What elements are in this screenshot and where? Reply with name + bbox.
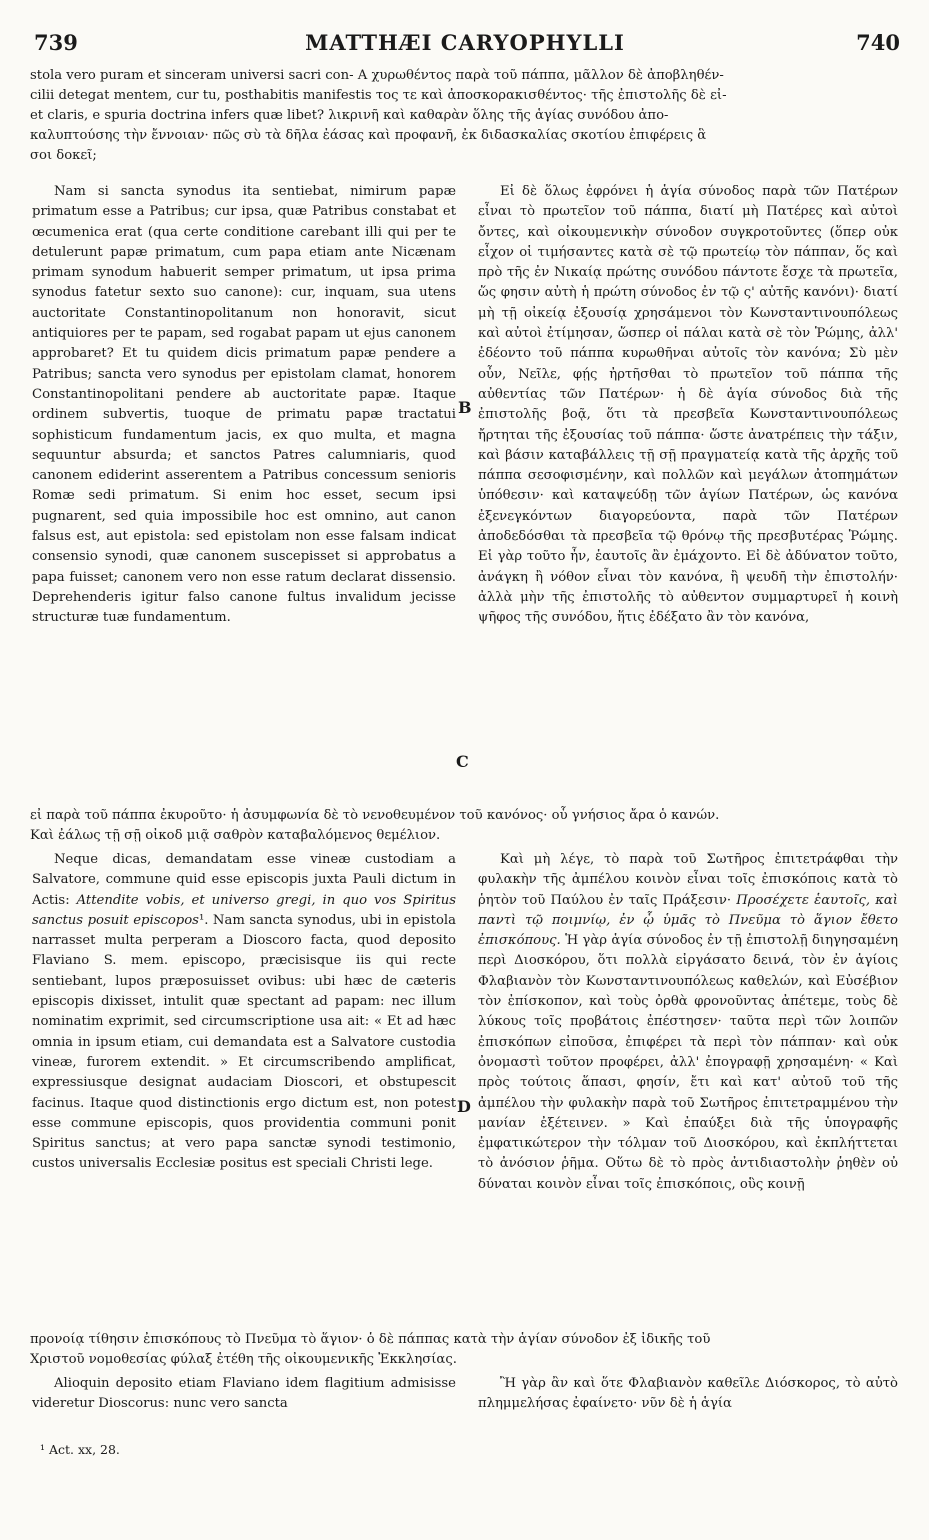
latin-paragraph: Nam si sancta synodus ita sentiebat, nimirum papæ primatum esse a Patribus; cur ipsa, quæ Patribus constabat et œcumenica erat (qua certe conditione carebant illi qui per te detulerunt papæ primatum, cum papa etiam ante Nicænam primam synodum habuerit semper primatum, ut ipsa prima synodus fatetur sexto suo canone): cur, inquam, sua utens auctoritate Constantinopolitanum non honoravit, sicut antiquiores per te papam, sed rogabat papam ut ejus canonem approbaret? Et tu quidem dicis primatum papæ pendere a Patribus; sancta vero synodus per epistolam clamat, honorem Constantinopolitani pendere ab auctoritate papæ. Itaque ordinem subvertis, tuoque de primatu papæ tractatui sophisticum fundamentum jacis, ex quo multa, et magna sequuntur absurda; et sanctos Patres calumniaris, quod canonem ediderint asserentem a Patribus concessum senioris Romæ sedi primatum. Si enim hoc esset, secum ipsi pugnarent, sed quia impossibile hoc est omnino, aut canon falsus est, aut epistola: sed epistolam non esse falsam indicat consensio synodi, quæ canonem suscepisset si approbatus a papa fuisset; canonem vero non esse ratum declarat dissensio. Deprehenderis igitur falso canone fultus invalidum jecisse structuræ tuæ fundamentum.	[32, 184, 456, 626]
greek-column-2	[478, 850, 898, 1195]
margin-letter-c: C	[456, 752, 469, 771]
greek-paragraph: Ἢ γὰρ ἂν καὶ ὅτε Φλαβιανὸν καθεῖλε Διόσκορος, τὸ αὐτὸ πλημμελήσας ἐφαίνετο· νῦν δὲ ἡ ἁγία	[478, 1376, 898, 1412]
greek-paragraph: Εἰ δὲ ὅλως ἐφρόνει ἡ ἁγία σύνοδος παρὰ τῶν Πατέρων εἶναι τὸ πρωτεῖον τοῦ πάππα, διατί μὴ Πατέρες καὶ αὐτοὶ ὄντες, καὶ οἰκουμενικὴν σύνοδον συγκροτοῦντες (ὅπερ οὐκ εἶχον οἱ τιμήσαντες κατὰ σὲ τῷ πρωτείῳ τὸν πάππαν, ὅς καὶ πρὸ τῆς ἐν Νικαίᾳ πρώτης συνόδου πάντοτε ἔσχε τὰ πρωτεῖα, ὥς φησιν αὐτὴ ἡ πρώτη σύνοδος ἐν τῷ ς' αὐτῆς κανόνι)· διατί μὴ τῇ οἰκείᾳ ἐξουσίᾳ χρησάμενοι τὸν Κωνσταντινουπόλεως καὶ αὐτοὶ ἐτίμησαν, ὥσπερ οἱ πάλαι κατὰ σὲ τὸν Ῥώμης, ἀλλ' ἐδέοντο τοῦ πάππα κυρωθῆναι αὐτοῖς τὸν κανόνα; Σὺ μὲν οὖν, Νεῖλε, φῄς ἠρτῆσθαι τὸ πρωτεῖον τοῦ πάππα τῆς αὐθεντίας τῶν Πατέρων· ἡ δὲ ἁγία σύνοδος διὰ τῆς ἐπιστολῆς βοᾷ, ὅτι τὰ πρεσβεῖα Κωνσταντινουπόλεως ἤρτηται τῆς ἐξουσίας τοῦ πάππα· ὥστε ἀνατρέπεις τὴν τάξιν, καὶ βάσιν καταβάλλεις τῇ σῇ πραγματείᾳ κατὰ τῆς ἀρχῆς τοῦ πάππα σεσοφισμένην, καὶ πολλῶν καὶ μεγάλων ἀτοπημάτων ὑπόθεσιν· καὶ καταψεύδῃ τῶν ἁγίων Πατέρων, ὡς κανόνα ἐξενεγκόντων διαγορεύοντα, παρὰ τῶν Πατέρων ἀποδεδόσθαι τὰ πρεσβεῖα τῷ θρόνῳ τῆς πρεσβυτέρας Ῥώμης. Εἰ γὰρ τοῦτο ἦν, ἑαυτοῖς ἂν ἐμάχοντο. Εἰ δὲ ἀδύνατον τοῦτο, ἀνάγκη ἢ νόθον εἶναι τὸν κανόνα, ἢ ψευδῆ τὴν ἐπιστολήν· ἀλλὰ μὴν τῆς ἐπιστολῆς τὸ αὐθεντον συμμαρτυρεῖ ἡ κοινὴ ψῆφος τῆς συνόδου, ἥτις ἐδέξατο ἂν τὸν κανόνα,	[478, 184, 898, 626]
text-line: καλυπτούσης τὴν ἔννοιαν· πῶς σὺ τὰ δῆλα ἐάσας καὶ προφανῆ, ἐκ διδασκαλίας σκοτίου ἐπιφέρεις ἃ	[30, 128, 707, 143]
text-line: Χριστοῦ νομοθεσίας φύλαξ ἐτέθη τῆς οἰκουμενικῆς Ἐκκλησίας.	[30, 1352, 457, 1367]
page-header	[30, 30, 900, 62]
text-line: προνοίᾳ τίθησιν ἐπισκόπους τὸ Πνεῦμα τὸ ἅγιον· ὁ δὲ πάππας κατὰ τὴν ἁγίαν σύνοδον ἐξ ἰδικῆς τοῦ	[30, 1332, 711, 1347]
text-line: σοι δοκεῖ;	[30, 148, 97, 163]
latin-column-2	[32, 850, 456, 1175]
latin-column-3	[32, 1374, 456, 1415]
page-number-right: 740	[856, 30, 900, 55]
page-number-left: 739	[34, 30, 78, 55]
latin-paragraph: Neque dicas, demandatam esse vineæ custodiam a Salvatore, commune quid esse episcopis juxta Pauli dictum in Actis: Attendite vobis, et universo gregi, in quo vos Spiritus sanctus posuit episcopos¹. Nam sancta synodus, ubi in epistola narrasset multa perperam a Dioscoro facta, quod deposito Flaviano S. mem. episcopo, præcisisque iis qui recte sentiebant, lupos præposuisset ovibus: ubi hæc de cæteris episcopis dixisset, intulit quæ spectant ad papam: nec illum nominatim exprimit, sed circumscriptione usa ait: « Et ad hæc omnia in ipsum etiam, cui demandata est a Salvatore custodia vineæ, furorem extendit. » Et circumscribendo amplificat, expressiusque designat audaciam Dioscori, et obstupescit facinus. Itaque quod distinctionis ergo dictum est, non potest esse commune episcopis, quos providentia communi ponit Spiritus sanctus; at vero papa sanctæ synodi testimonio, custos universalis Ecclesiæ positus est speciali Christi lege.	[32, 852, 456, 1172]
margin-letter-d: D	[457, 1097, 471, 1116]
latin-column-1	[32, 182, 456, 629]
latin-scripture-quote: Attendite vobis, et universo gregi, in quo vos Spiritus sanctus posuit episcopos	[32, 892, 456, 928]
top-text-block	[30, 66, 900, 166]
text-line: cilii detegat mentem, cur tu, posthabitis manifestis τος τε καὶ ἀποσκορακισθέντος· τῆς ἐπιστολῆς δὲ εἰ-	[30, 88, 727, 103]
text-line: Καὶ ἐάλως τῇ σῇ οἰκοδ μιᾷ σαθρὸν καταβαλόμενος θεμέλιον.	[30, 828, 441, 843]
running-title: MATTHÆI CARYOPHYLLI	[305, 30, 625, 55]
greek-column-1	[478, 182, 898, 629]
text-line: εἰ παρὰ τοῦ πάππα ἐκυροῦτο· ἡ ἀσυμφωνία δὲ τὸ νενοθευμένον τοῦ κανόνος· οὗ γνήσιος ἄρα ὁ κανών.	[30, 808, 720, 823]
text-line: et claris, e spuria doctrina infers quæ libet? λικρινῆ καὶ καθαρὰν ὅλης τῆς ἁγίας συνόδου ἀπο-	[30, 108, 669, 123]
greek-column-3	[478, 1374, 898, 1415]
low-text-block	[30, 1330, 900, 1370]
mid-text-block	[30, 806, 900, 846]
text-line: stola vero puram et sinceram universi sacri con- A χυρωθέντος παρὰ τοῦ πάππα, μᾶλλον δὲ ἀποβληθέν-	[30, 68, 724, 83]
margin-letter-b: B	[458, 398, 472, 417]
footnote: ¹ Act. xx, 28.	[40, 1442, 120, 1457]
latin-paragraph: Alioquin deposito etiam Flaviano idem flagitium admisisse videretur Dioscorus: nunc vero sancta	[32, 1376, 456, 1412]
greek-scripture-quote: Προσέχετε ἑαυτοῖς, καὶ παντὶ τῷ ποιμνίῳ, ἐν ᾧ ὑμᾶς τὸ Πνεῦμα τὸ ἅγιον ἔθετο ἐπισκόπους.	[478, 892, 898, 949]
greek-paragraph: Καὶ μὴ λέγε, τὸ παρὰ τοῦ Σωτῆρος ἐπιτετράφθαι τὴν φυλακὴν τῆς ἀμπέλου κοινὸν εἶναι τοῖς ἐπισκόποις κατὰ τὸ ῥητὸν τοῦ Παύλου ἐν ταῖς Πράξεσιν· Προσέχετε ἑαυτοῖς, καὶ παντὶ τῷ ποιμνίῳ, ἐν ᾧ ὑμᾶς τὸ Πνεῦμα τὸ ἅγιον ἔθετο ἐπισκόπους. Ἡ γὰρ ἁγία σύνοδος ἐν τῇ ἐπιστολῇ διηγησαμένη περὶ Διοσκόρου, ὅτι πολλὰ εἰργάσατο δεινά, τὸν ἐν ἁγίοις Φλαβιανὸν τὸν Κωνσταντινουπόλεως καθελών, καὶ Εὐσέβιον τὸν ἐπίσκοπον, καὶ τοὺς ὀρθὰ φρονοῦντας ἀπέτεμε, τοὺς δὲ λύκους τοῖς προβάτοις ἐπέστησεν· ταῦτα περὶ τῶν λοιπῶν ἐπισκόπων εἰποῦσα, ἐπιφέρει τὰ περὶ τὸν πάππαν· καὶ οὐκ ὀνομαστὶ τοῦτον προφέρει, ἀλλ' ἐπογραφῇ χρησαμένη· « Καὶ πρὸς τούτοις ἅπασι, φησίν, ἔτι καὶ κατ' αὐτοῦ τοῦ τῆς ἀμπέλου τὴν φυλακὴν παρὰ τοῦ Σωτῆρος ἐπιτετραμμένου τὴν μανίαν ἐξέτεινεν. » Καὶ ἐπαύξει διὰ τῆς ὑπογραφῆς ἐμφατικώτερον τὴν τόλμαν τοῦ Διοσκόρου, καὶ ἐκπλήττεται τὸ ἀνόσιον ῥῆμα. Οὕτω δὲ τὸ πρὸς ἀντιδιαστολὴν ῥηθὲν οὐ δύναται κοινὸν εἶναι τοῖς ἐπισκόποις, οὓς κοινῇ	[478, 852, 898, 1192]
